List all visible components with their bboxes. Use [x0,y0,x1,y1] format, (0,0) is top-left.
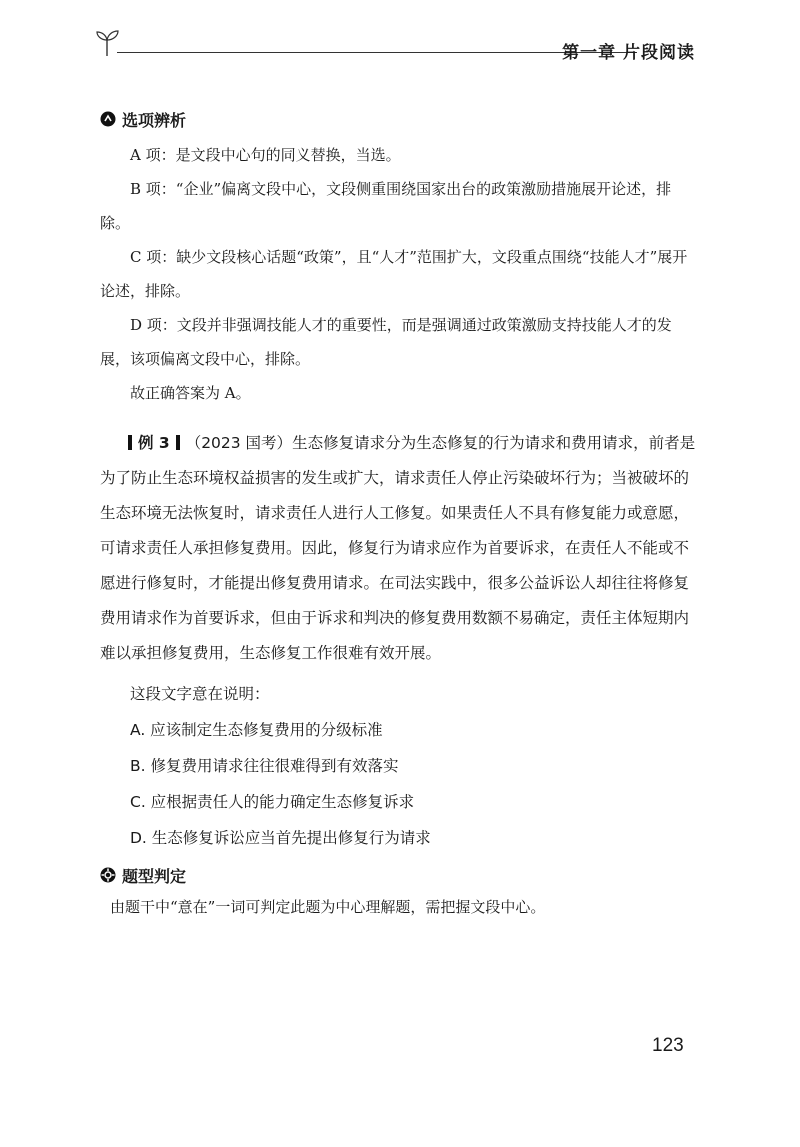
example-question: 这段文字意在说明： [130,685,270,703]
section-type-title: 题型判定 [122,866,187,886]
example-passage [100,426,700,671]
analysis-paragraph-d: D 项：文段并非强调技能人才的重要性，而是强调通过政策激励支持技能人才的发展，该项偏离文段中心，排除。 [100,316,672,368]
option-c: C. 应根据责任人的能力确定生态修复诉求 [130,793,415,811]
example-source: （2023 国考） [185,434,293,452]
analysis-icon [100,111,116,127]
header-rule [117,52,637,53]
analysis-conclusion: 故正确答案为 A。 [130,384,251,402]
analysis-paragraph-c: C 项：缺少文段核心话题“政策”，且“人才”范围扩大，文段重点围绕“技能人才”展开论述，排除。 [100,248,688,300]
section-analysis-title: 选项辨析 [122,110,187,130]
sprout-icon [95,28,121,58]
option-a: A. 应该制定生态修复费用的分级标准 [130,721,383,739]
example-text: 生态修复请求分为生态修复的行为请求和费用请求，前者是为了防止生态环境权益损害的发生或扩大，请求责任人停止污染破坏行为；当被破坏的生态环境无法恢复时，请求责任人进行人工修复。如果责任人不具有修复能力或意愿，可请求责任人承担修复费用。因此，修复行为请求应作为首要诉求，在责任人不能或不愿进行修复时，才能提出修复费用请求。在司法实践中，很多公益诉讼人却往往将修复费用请求作为首要诉求，但由于诉求和判决的修复费用数额不易确定，责任主体短期内难以承担修复费用，生态修复工作很难有效开展。 [100,434,696,662]
example-label: 例 3 [138,434,170,452]
example-marker-left [128,435,132,450]
section-type-heading [100,860,700,890]
section-analysis-heading [100,104,700,134]
page-header [95,28,695,68]
section-type-text: 由题干中“意在”一词可判定此题为中心理解题，需把握文段中心。 [110,898,546,916]
gear-icon [100,867,116,883]
page-number: 123 [652,1035,684,1056]
analysis-paragraph-b: B 项：“企业”偏离文段中心，文段侧重围绕国家出台的政策激励措施展开论述，排除。 [100,180,672,232]
example-marker-right [176,435,180,450]
analysis-paragraph-a: A 项：是文段中心句的同义替换，当选。 [130,146,401,164]
option-b: B. 修复费用请求往往很难得到有效落实 [130,757,399,775]
chapter-title: 第一章 片段阅读 [562,43,695,63]
option-d: D. 生态修复诉讼应当首先提出修复行为请求 [130,829,431,847]
page-content [100,100,700,924]
